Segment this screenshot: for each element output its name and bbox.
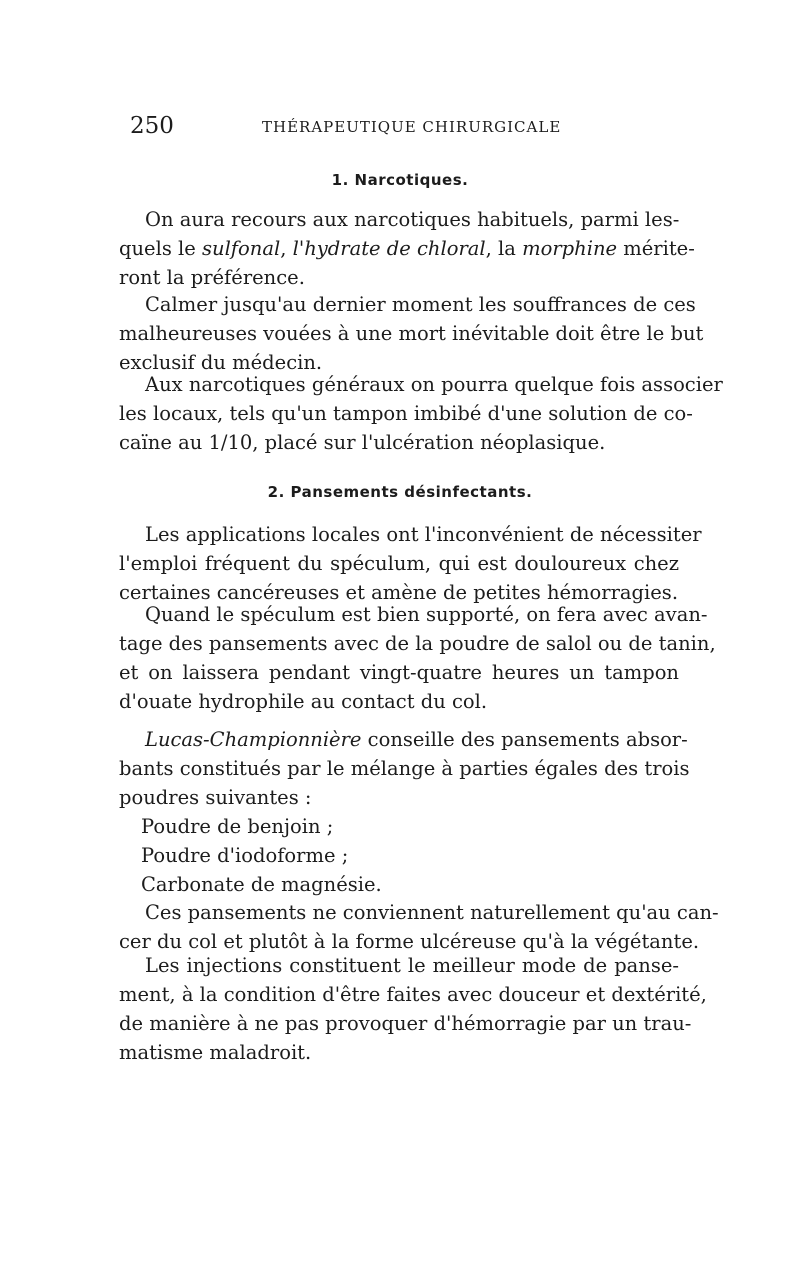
text-line: exclusif du médecin. xyxy=(119,351,323,374)
section-heading-pansements: 2. Pansements désinfectants. xyxy=(267,483,533,501)
ingredient-list xyxy=(119,812,679,899)
text-line: et on laissera pendant vingt-quatre heures un tampon xyxy=(119,661,679,684)
text-line: Quand le spéculum est bien supporté, on fera avec avan- xyxy=(145,603,708,626)
text-line: cer du col et plutôt à la forme ulcéreuse qu'à la végétante. xyxy=(119,930,700,953)
text-line: certaines cancéreuses et amène de petites hémorragies. xyxy=(119,581,679,604)
text-line: Les applications locales ont l'inconvénient de nécessiter xyxy=(145,523,702,546)
paragraph xyxy=(119,898,719,956)
text-line: matisme maladroit. xyxy=(119,1041,312,1064)
italic-term: morphine xyxy=(522,237,618,260)
text-line: poudres suivantes : xyxy=(119,786,312,809)
text-line: Les injections constituent le meilleur mode de panse- xyxy=(145,954,679,977)
paragraph xyxy=(119,290,704,377)
text-line: tage des pansements avec de la poudre de salol ou de tanin, xyxy=(119,632,716,655)
paragraph xyxy=(119,520,702,607)
list-item: Carbonate de magnésie. xyxy=(141,873,382,896)
text-line: On aura recours aux narcotiques habituels, parmi les- xyxy=(145,208,680,231)
running-title: THÉRAPEUTIQUE CHIRURGICALE xyxy=(262,118,562,136)
italic-author: Lucas-Championnière xyxy=(145,728,362,751)
text-line: Aux narcotiques généraux on pourra quelque fois associer xyxy=(145,373,723,396)
paragraph xyxy=(119,370,723,457)
text-line: d'ouate hydrophile au contact du col. xyxy=(119,690,488,713)
text-line: Calmer jusqu'au dernier moment les souffrances de ces xyxy=(145,293,696,316)
page-number: 250 xyxy=(130,113,174,139)
italic-term: l'hydrate de chloral xyxy=(292,237,486,260)
text-line: quels le sulfonal, l'hydrate de chloral, la morphine mérite- xyxy=(119,237,695,260)
text-line: l'emploi fréquent du spéculum, qui est douloureux chez xyxy=(119,552,679,575)
text-line: Ces pansements ne conviennent naturellement qu'au can- xyxy=(145,901,719,924)
text-line: les locaux, tels qu'un tampon imbibé d'une solution de co- xyxy=(119,402,693,425)
section-heading-narcotiques: 1. Narcotiques. xyxy=(331,171,469,189)
paragraph xyxy=(119,600,716,716)
list-item: Poudre d'iodoforme ; xyxy=(141,844,349,867)
paragraph xyxy=(119,725,690,899)
text-line: malheureuses vouées à une mort inévitable doit être le but xyxy=(119,322,704,345)
text-line: ment, à la condition d'être faites avec douceur et dextérité, xyxy=(119,983,707,1006)
paragraph xyxy=(119,951,707,1067)
list-item: Poudre de benjoin ; xyxy=(141,815,334,838)
text-line: bants constitués par le mélange à parties égales des trois xyxy=(119,757,690,780)
paragraph xyxy=(119,205,695,292)
italic-term: sulfonal xyxy=(202,237,281,260)
text-line: ront la préférence. xyxy=(119,266,305,289)
text-line: de manière à ne pas provoquer d'hémorragie par un trau- xyxy=(119,1012,692,1035)
text-line: Lucas-Championnière conseille des pansements absor- xyxy=(145,728,688,751)
text-line: caïne au 1/10, placé sur l'ulcération néoplasique. xyxy=(119,431,606,454)
